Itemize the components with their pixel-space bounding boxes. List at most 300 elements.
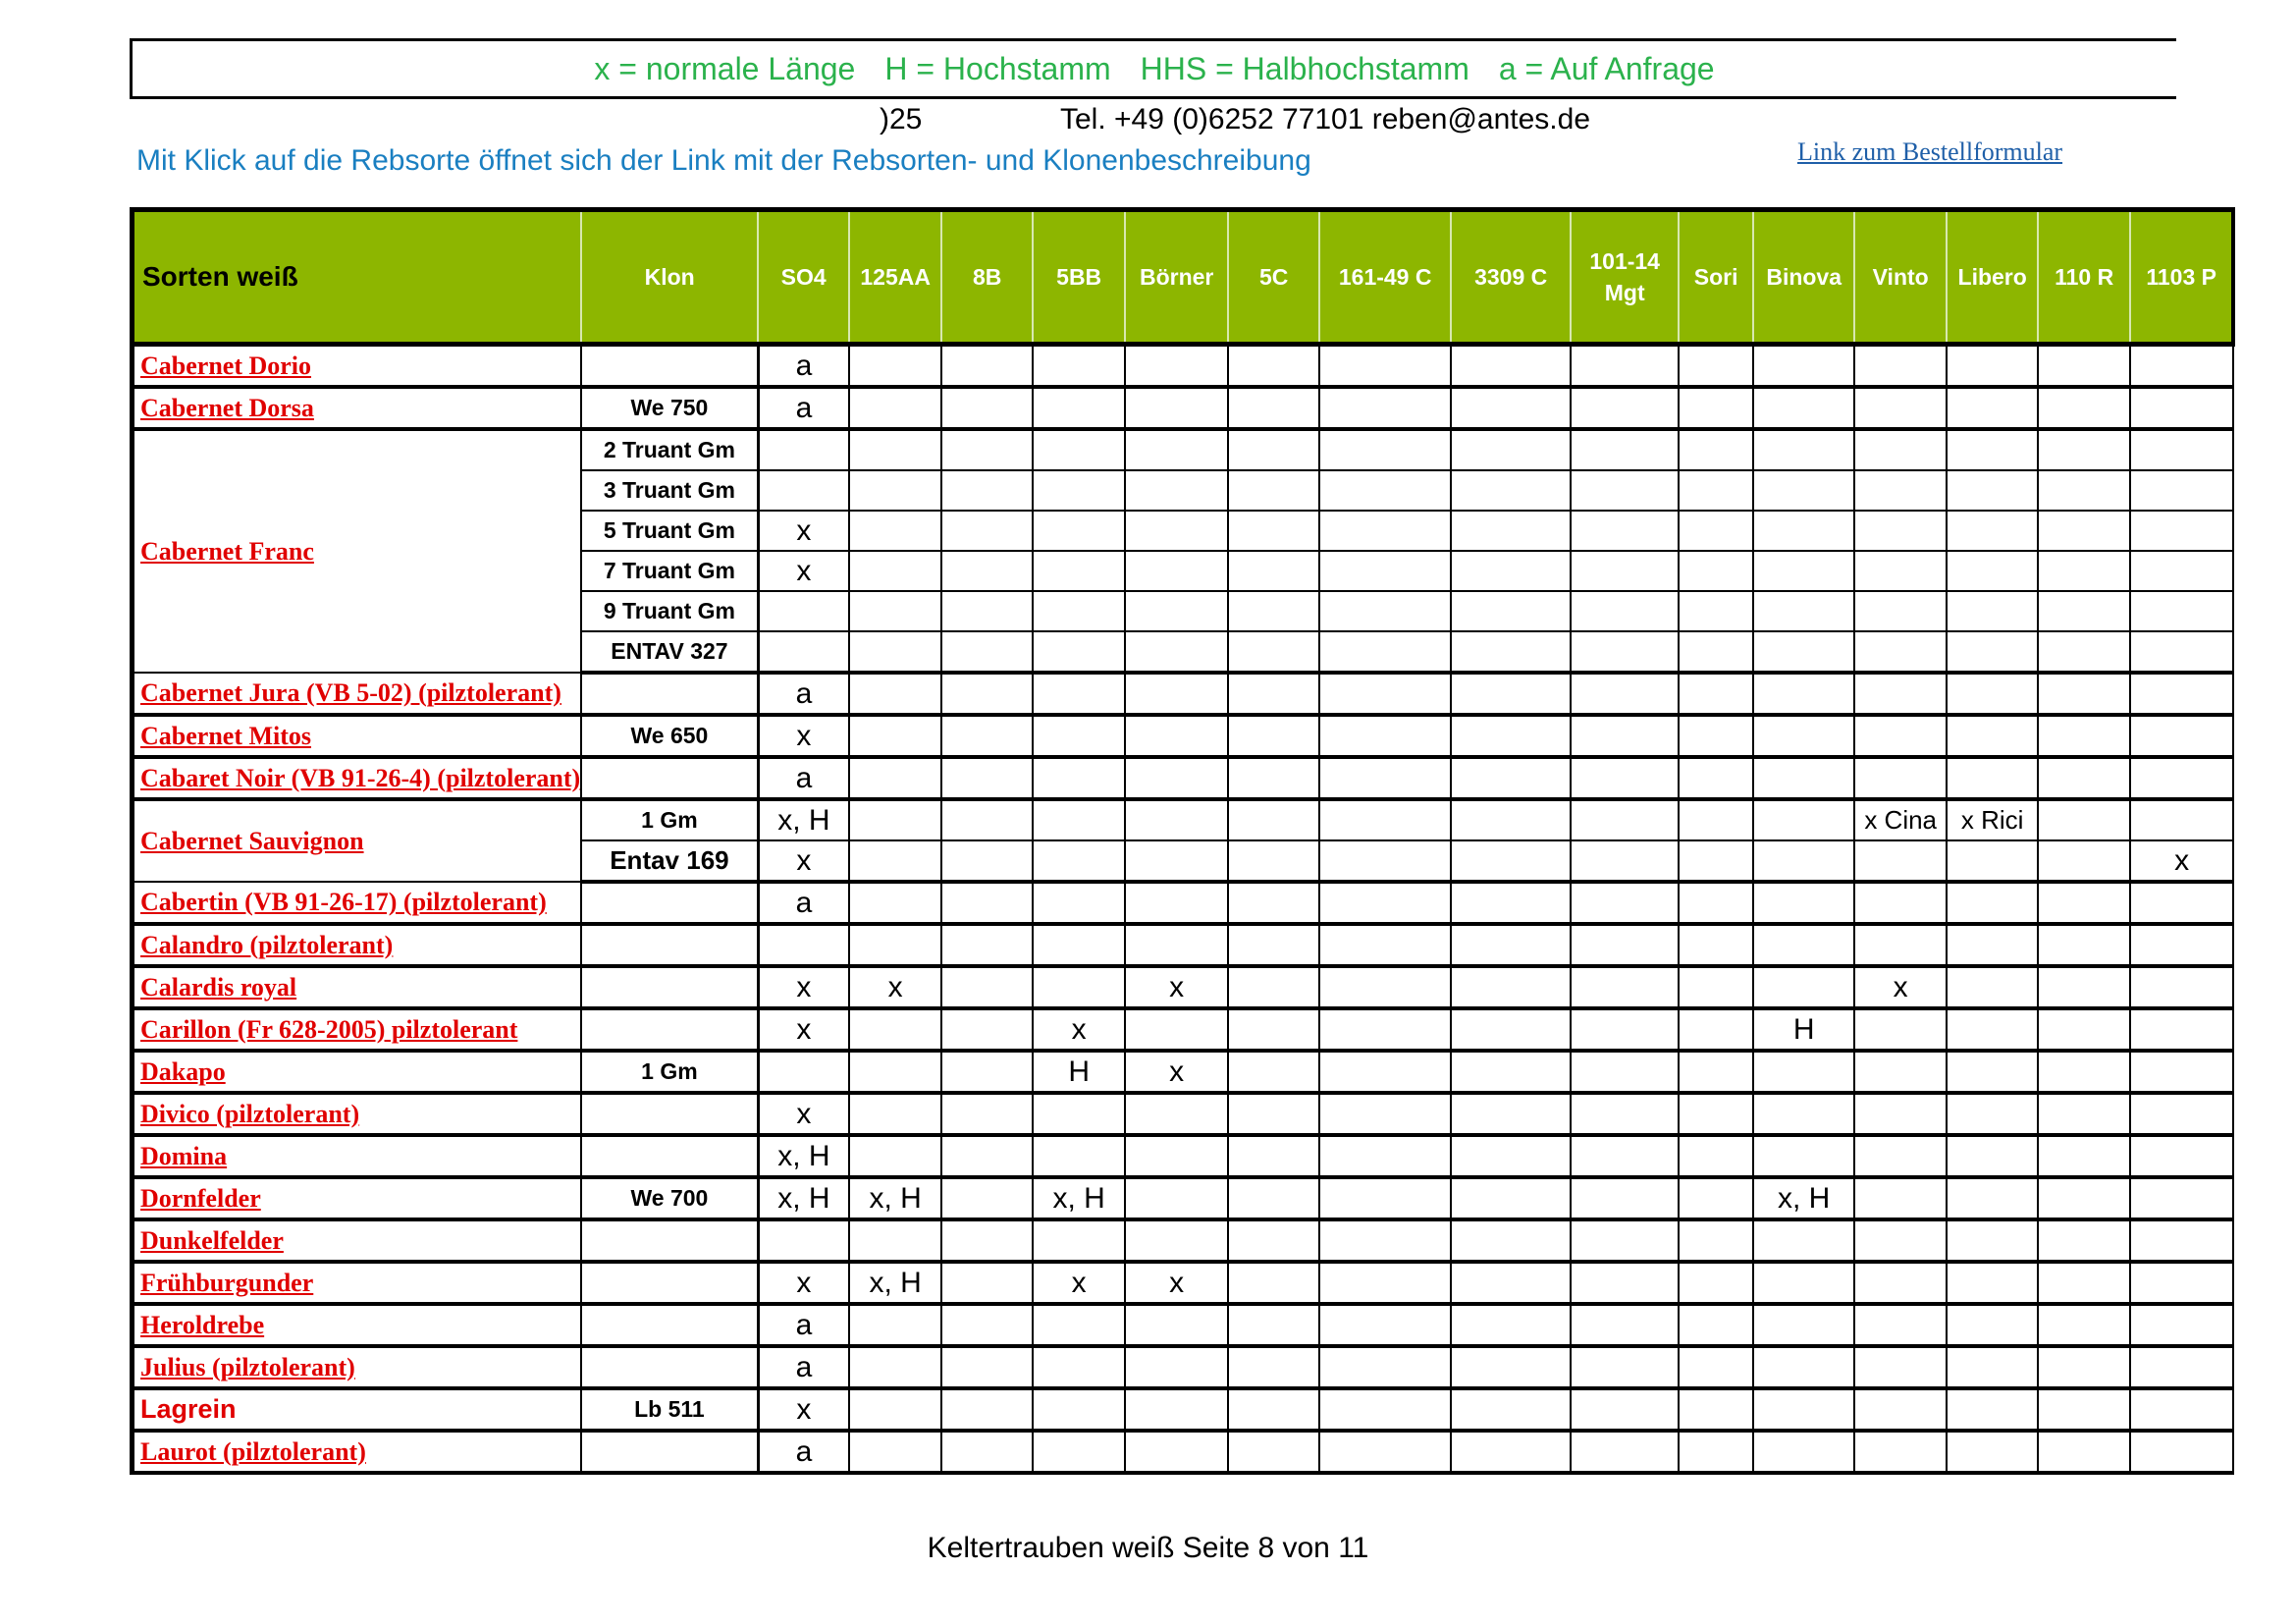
variety-link[interactable]: Cabernet Dorio [133,345,582,388]
variety-link[interactable]: Dakapo [133,1051,582,1093]
rootstock-cell [1571,715,1679,757]
rootstock-cell [1679,840,1753,882]
rootstock-cell [1228,591,1319,631]
rootstock-cell [1854,1431,1947,1473]
rootstock-cell [941,882,1033,924]
rootstock-cell [941,1346,1033,1388]
rootstock-cell [1319,1177,1451,1219]
rootstock-cell [1679,387,1753,429]
rootstock-cell [1679,757,1753,799]
rootstock-cell [1947,673,2038,715]
rootstock-cell [1571,591,1679,631]
rootstock-cell [2038,715,2130,757]
rootstock-cell [849,1219,941,1262]
rootstock-cell [2038,429,2130,470]
table-row [133,345,2234,388]
rootstock-cell [1947,1346,2038,1388]
rootstock-cell [1319,470,1451,511]
rootstock-cell: x, H [1753,1177,1854,1219]
rootstock-cell [1571,799,1679,840]
table-row [133,1177,2234,1219]
rootstock-cell [1571,1304,1679,1346]
variety-link[interactable]: Cabernet Sauvignon [133,799,582,882]
rootstock-cell [1679,1051,1753,1093]
rootstock-cell [849,673,941,715]
rootstock-cell [1319,591,1451,631]
table-row [133,1051,2234,1093]
rootstock-cell [2130,631,2233,673]
rootstock-cell [1228,387,1319,429]
rootstock-cell [1033,1431,1125,1473]
rootstock-cell [1319,882,1451,924]
rootstock-cell [1571,1346,1679,1388]
info-text: Mit Klick auf die Rebsorte öffnet sich der Link mit der Rebsorten- und Klonenbeschreibung [136,144,1311,177]
rootstock-cell [758,591,849,631]
rootstock-cell [941,1135,1033,1177]
rootstock-cell: a [758,1431,849,1473]
clone-cell: 7 Truant Gm [581,551,758,591]
rootstock-cell [1753,429,1854,470]
rootstock-cell [758,429,849,470]
rootstock-cell [941,1304,1033,1346]
rootstock-cell [1228,429,1319,470]
rootstock-cell [1679,882,1753,924]
rootstock-cell [1125,715,1228,757]
rootstock-cell [1753,551,1854,591]
rootstock-cell [2038,1135,2130,1177]
variety-link[interactable]: Calandro (pilztolerant) [133,924,582,966]
clone-cell: Entav 169 [581,840,758,882]
rootstock-cell [1947,387,2038,429]
rootstock-cell [1947,1262,2038,1304]
rootstock-cell [1125,673,1228,715]
header-klon: Klon [581,210,758,345]
rootstock-cell [1125,924,1228,966]
rootstock-cell [1753,882,1854,924]
clone-cell [581,1304,758,1346]
rootstock-cell [1679,1008,1753,1051]
rootstock-cell [1319,966,1451,1008]
rootstock-cell [2038,1304,2130,1346]
table-row [133,1093,2234,1135]
rootstock-cell [1451,715,1571,757]
rootstock-cell [1228,882,1319,924]
rootstock-cell [1753,757,1854,799]
clone-cell: We 650 [581,715,758,757]
rootstock-cell [1753,1431,1854,1473]
contact-partial-text: )25 [880,103,923,135]
rootstock-cell [1125,551,1228,591]
rootstock-cell [1319,551,1451,591]
variety-link[interactable]: Heroldrebe [133,1304,582,1346]
rootstock-cell [758,1051,849,1093]
table-header-row [133,210,2234,345]
rootstock-cell [1571,1262,1679,1304]
rootstock-cell [1319,1093,1451,1135]
rootstock-cell [849,1431,941,1473]
variety-link[interactable]: Cabernet Dorsa [133,387,582,429]
rootstock-cell [1228,1008,1319,1051]
rootstock-cell [1033,673,1125,715]
rootstock-cell [1753,715,1854,757]
rootstock-cell [1033,1093,1125,1135]
rootstock-cell [2038,1262,2130,1304]
rootstock-cell [941,429,1033,470]
rootstock-cell [849,387,941,429]
clone-cell [581,1008,758,1051]
header-binova: Binova [1753,210,1854,345]
table-row [133,1135,2234,1177]
rootstock-cell [941,551,1033,591]
rootstock-cell [1451,840,1571,882]
rootstock-cell [1854,882,1947,924]
variety-link[interactable]: Julius (pilztolerant) [133,1346,582,1388]
rootstock-cell [1125,1219,1228,1262]
rootstock-cell [1125,429,1228,470]
rootstock-cell [758,631,849,673]
rootstock-cell [2038,1431,2130,1473]
table-row [133,799,2234,840]
rootstock-cell: x, H [849,1262,941,1304]
rootstock-cell: x [758,511,849,551]
rootstock-cell [849,429,941,470]
rootstock-cell [1947,345,2038,388]
rootstock-cell [849,757,941,799]
rootstock-cell [1947,591,2038,631]
rootstock-cell [1854,757,1947,799]
rootstock-cell [758,1219,849,1262]
rootstock-cell [849,1346,941,1388]
rootstock-cell [1319,1388,1451,1431]
rootstock-cell [941,840,1033,882]
rootstock-cell: a [758,757,849,799]
rootstock-cell [2130,1051,2233,1093]
clone-cell: We 750 [581,387,758,429]
rootstock-cell: x, H [758,799,849,840]
rootstock-cell [1125,1135,1228,1177]
rootstock-cell [1033,840,1125,882]
rootstock-cell [1125,387,1228,429]
rootstock-cell [1947,924,2038,966]
variety-link[interactable]: Dornfelder [133,1177,582,1219]
rootstock-cell [941,1388,1033,1431]
rootstock-cell [849,551,941,591]
rootstock-cell [2038,345,2130,388]
rootstock-cell [1854,840,1947,882]
variety-link[interactable]: Frühburgunder [133,1262,582,1304]
rootstock-cell [2130,1008,2233,1051]
rootstock-cell [2130,1093,2233,1135]
table-row [133,757,2234,799]
rootstock-cell [1125,591,1228,631]
rootstock-cell [1125,1008,1228,1051]
rootstock-cell [1753,387,1854,429]
rootstock-cell: a [758,387,849,429]
rootstock-cell [1753,840,1854,882]
rootstock-cell [849,1388,941,1431]
rootstock-cell [1854,387,1947,429]
rootstock-cell [1451,799,1571,840]
rootstock-cell: x [1854,966,1947,1008]
header-8b: 8B [941,210,1033,345]
legend-hochstamm: H = Hochstamm [884,50,1111,86]
rootstock-cell: x [758,966,849,1008]
rootstock-cell [1854,1093,1947,1135]
rootstock-cell [1947,1177,2038,1219]
rootstock-cell [1319,1262,1451,1304]
rootstock-cell: x [849,966,941,1008]
rootstock-cell [1228,840,1319,882]
rootstock-cell [1753,470,1854,511]
variety-link[interactable]: Divico (pilztolerant) [133,1093,582,1135]
rootstock-cell [1753,1304,1854,1346]
rootstock-cell [1947,1093,2038,1135]
rootstock-cell [1451,882,1571,924]
table-row [133,882,2234,924]
rootstock-cell [1571,551,1679,591]
rootstock-cell [1679,924,1753,966]
clone-cell [581,1346,758,1388]
variety-link[interactable]: Dunkelfelder [133,1219,582,1262]
rootstock-cell [1679,1093,1753,1135]
rootstock-cell [2038,551,2130,591]
rootstock-cell [941,799,1033,840]
rootstock-cell [941,924,1033,966]
variety-link[interactable]: Domina [133,1135,582,1177]
rootstock-cell [2130,799,2233,840]
variety-link[interactable]: Cabaret Noir (VB 91-26-4) (pilztolerant) [133,757,582,799]
legend-anfrage: a = Auf Anfrage [1498,50,1715,86]
variety-link[interactable]: Cabernet Franc [133,429,582,673]
rootstock-cell [1679,345,1753,388]
rootstock-cell [1854,1051,1947,1093]
table-row [133,1008,2234,1051]
rootstock-cell [941,757,1033,799]
rootstock-cell [1854,345,1947,388]
rootstock-cell [1451,551,1571,591]
rootstock-cell [1033,387,1125,429]
rootstock-cell [941,511,1033,551]
rootstock-cell [1753,1262,1854,1304]
rootstock-cell [1319,715,1451,757]
rootstock-cell [1679,551,1753,591]
rootstock-cell: x, H [1033,1177,1125,1219]
rootstock-cell [1033,345,1125,388]
rootstock-cell [1854,1262,1947,1304]
clone-cell [581,966,758,1008]
rootstock-cell [2038,631,2130,673]
header-1103p: 1103 P [2130,210,2233,345]
variety-link[interactable]: Cabertin (VB 91-26-17) (pilztolerant) [133,882,582,924]
rootstock-cell [1451,511,1571,551]
rootstock-cell: a [758,882,849,924]
rootstock-cell: x Cina [1854,799,1947,840]
rootstock-cell [1228,799,1319,840]
clone-cell [581,1262,758,1304]
rootstock-cell [1854,924,1947,966]
rootstock-cell [1679,1135,1753,1177]
clone-cell [581,1219,758,1262]
rootstock-cell [1947,1304,2038,1346]
rootstock-cell [941,631,1033,673]
rootstock-cell [2130,470,2233,511]
rootstock-cell [1451,470,1571,511]
rootstock-cell [849,924,941,966]
rootstock-cell [1228,345,1319,388]
rootstock-cell [849,345,941,388]
rootstock-cell [2130,1346,2233,1388]
rootstock-cell [2038,673,2130,715]
rootstock-cell [2130,345,2233,388]
rootstock-cell [1451,1431,1571,1473]
rootstock-cell [941,966,1033,1008]
variety-link[interactable]: Cabernet Jura (VB 5-02) (pilztolerant) [133,673,582,715]
rootstock-cell [1947,966,2038,1008]
rootstock-cell: x [1125,1262,1228,1304]
rootstock-cell [2038,511,2130,551]
header-so4: SO4 [758,210,849,345]
rootstock-cell [1679,1431,1753,1473]
rootstock-cell [2038,1051,2130,1093]
rootstock-cell [1854,1135,1947,1177]
table-row [133,1262,2234,1304]
rootstock-cell [2038,470,2130,511]
rootstock-cell [1679,1262,1753,1304]
rootstock-cell [849,591,941,631]
rootstock-cell [1947,1135,2038,1177]
rootstock-cell [2038,1219,2130,1262]
rootstock-cell [1571,1135,1679,1177]
rootstock-cell [941,1431,1033,1473]
rootstock-cell: x [758,1008,849,1051]
rootstock-cell [1571,882,1679,924]
rootstock-cell [1451,1008,1571,1051]
rootstock-cell [1451,1135,1571,1177]
rootstock-cell [1571,345,1679,388]
rootstock-cell [1679,799,1753,840]
header-libero: Libero [1947,210,2038,345]
clone-cell [581,882,758,924]
rootstock-cell [849,1051,941,1093]
rootstock-cell [1451,1262,1571,1304]
rootstock-cell [1319,1008,1451,1051]
table-row [133,924,2234,966]
rootstock-cell [1451,673,1571,715]
rootstock-cell [1571,387,1679,429]
variety-link[interactable]: Carillon (Fr 628-2005) pilztolerant [133,1008,582,1051]
table-row [133,1219,2234,1262]
rootstock-cell [1679,715,1753,757]
rootstock-cell [1571,757,1679,799]
rootstock-cell: x, H [758,1135,849,1177]
rootstock-cell [941,1177,1033,1219]
rootstock-cell [1947,1431,2038,1473]
rootstock-cell [2130,1431,2233,1473]
rootstock-cell [1228,511,1319,551]
rootstock-cell [1854,1304,1947,1346]
rootstock-cell [1125,1346,1228,1388]
variety-link[interactable]: Cabernet Mitos [133,715,582,757]
rootstock-cell: a [758,1304,849,1346]
rootstock-cell: H [1033,1051,1125,1093]
header-5c: 5C [1228,210,1319,345]
rootstock-cell [941,673,1033,715]
rootstock-cell [1451,1177,1571,1219]
rootstock-cell [1854,591,1947,631]
rootstock-cell [1753,1388,1854,1431]
rootstock-cell [1854,470,1947,511]
rootstock-cell: a [758,673,849,715]
rootstock-cell [1854,1388,1947,1431]
rootstock-cell [1125,882,1228,924]
header-3309c: 3309 C [1451,210,1571,345]
rootstock-cell [1947,470,2038,511]
rootstock-cell [1125,799,1228,840]
rootstock-cell [1228,1093,1319,1135]
rootstock-cell [849,1093,941,1135]
rootstock-cell [1125,1431,1228,1473]
rootstock-cell [1033,799,1125,840]
rootstock-cell [2130,429,2233,470]
rootstock-cell [1571,966,1679,1008]
header-101-14mgt: 101-14 Mgt [1571,210,1679,345]
rootstock-cell [1947,757,2038,799]
rootstock-cell [1947,1388,2038,1431]
rootstock-cell [1451,1051,1571,1093]
rootstock-cell [1451,757,1571,799]
rootstock-cell [1753,1051,1854,1093]
clone-cell [581,673,758,715]
rootstock-cell [2038,591,2130,631]
rootstock-cell [1319,799,1451,840]
rootstock-cell [1753,799,1854,840]
rootstock-cell [2038,799,2130,840]
rootstock-cell [1679,470,1753,511]
rootstock-cell [1854,1219,1947,1262]
rootstock-cell [1451,1346,1571,1388]
rootstock-cell: x [758,551,849,591]
rootstock-cell [1451,966,1571,1008]
rootstock-cell [1125,1177,1228,1219]
rootstock-cell [1854,1177,1947,1219]
rootstock-cell: x, H [849,1177,941,1219]
variety-link[interactable]: Laurot (pilztolerant) [133,1431,582,1473]
rootstock-cell [1947,551,2038,591]
rootstock-cell [1319,345,1451,388]
table-row [133,1346,2234,1388]
header-boerner: Börner [1125,210,1228,345]
order-form-link[interactable]: Link zum Bestellformular [1797,137,2063,166]
rootstock-cell [1228,1051,1319,1093]
rootstock-cell [1947,882,2038,924]
rootstock-cell [849,882,941,924]
rootstock-cell [941,470,1033,511]
rootstock-cell [1854,715,1947,757]
rootstock-cell [1753,1135,1854,1177]
rootstock-cell: x [1125,1051,1228,1093]
rootstock-cell [1033,511,1125,551]
variety-link[interactable]: Calardis royal [133,966,582,1008]
rootstock-cell [1125,345,1228,388]
clone-cell: 1 Gm [581,799,758,840]
rootstock-cell: x [758,1262,849,1304]
rootstock-cell [2130,924,2233,966]
rootstock-cell [2130,673,2233,715]
header-161-49c: 161-49 C [1319,210,1451,345]
rootstock-cell [2038,840,2130,882]
rootstock-cell [1319,757,1451,799]
rootstock-cell [2038,1388,2130,1431]
